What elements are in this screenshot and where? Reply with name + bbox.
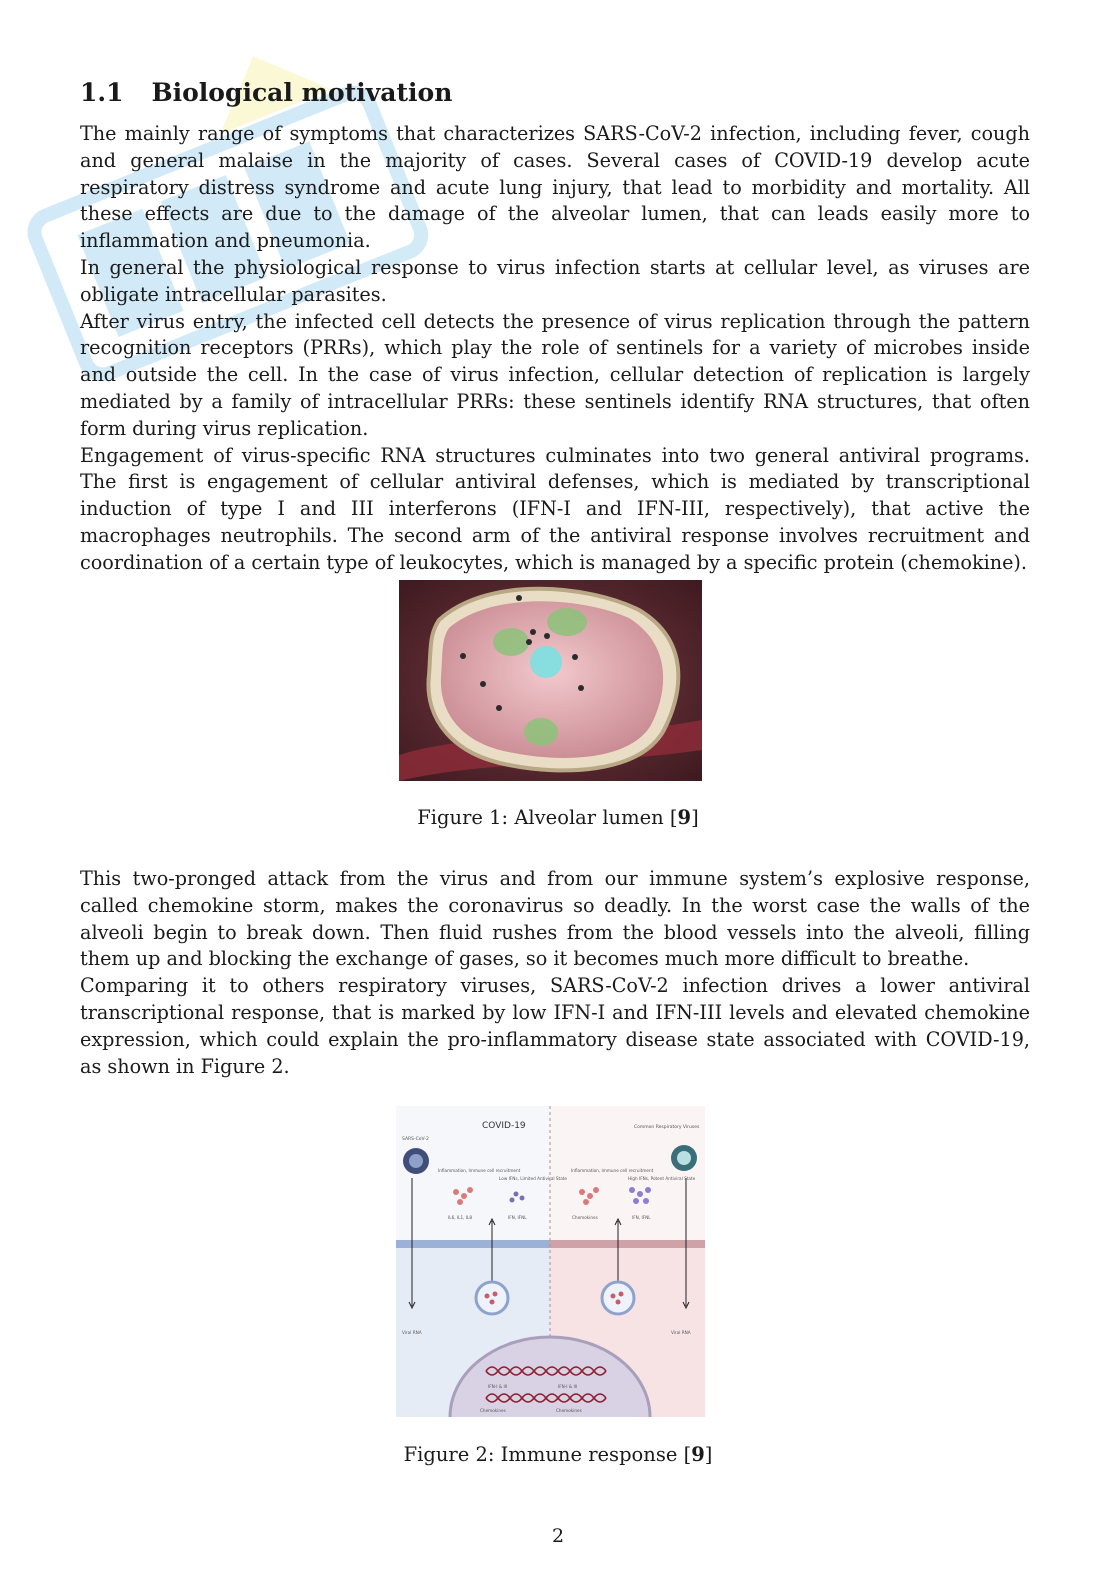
- citation-ref: 9: [691, 1443, 705, 1466]
- label-right-mol2: IFN, IFNL: [632, 1215, 651, 1220]
- section-title: Biological motivation: [151, 78, 453, 107]
- paragraph: The mainly range of symptoms that characterizes SARS-CoV-2 infection, including fever, cough and general malaise in the majority of cases. Several cases of COVID-19 develop acute respiratory distress syndrome and acute lung injury, that lead to morbidity and mortality. All these effects are due to the damage of the alveolar lumen, that can leads easily more to inflammation and pneumonia.: [80, 122, 1030, 253]
- label-sars: SARS-CoV-2: [402, 1137, 429, 1142]
- paragraph: Comparing it to others respiratory viruses, SARS-CoV-2 infection drives a lower antiviral transcriptional response, that is marked by low IFN-I and IFN-III levels and elevated chemokine expression, which could explain the pro-inflammatory disease state associated with COVID-19, as shown in Figure 2.: [80, 974, 1030, 1078]
- caption-text: Alveolar lumen: [514, 806, 664, 829]
- label-ifn-left: IFN-I & III: [488, 1384, 508, 1389]
- page-number: 2: [551, 1525, 565, 1547]
- label-right-state2: High IFNs, Potent Antiviral State: [628, 1176, 696, 1181]
- figure-1-caption: Figure 1: Alveolar lumen [9]: [417, 806, 699, 829]
- label-chemokines-left: Chemokines: [480, 1408, 506, 1413]
- label-viral-rna-right: Viral RNA: [671, 1330, 691, 1335]
- paragraph: After virus entry, the infected cell detects the presence of virus replication through the pattern recognition receptors (PRRs), which play the role of sentinels for a variety of microbes inside and outside the cell. In the case of virus infection, cellular detection of replication is largely mediated by a family of intracellular PRRs: these sentinels identify RNA structures, that often form during virus replication.: [80, 309, 1030, 440]
- label-left-state1: Inflammation, Immune cell recruitment: [438, 1168, 521, 1173]
- caption-text: Immune response: [500, 1443, 678, 1466]
- label-right-state1: Inflammation, Immune cell recruitment: [571, 1168, 654, 1173]
- label-left-mol2: IFN, IFNL: [508, 1215, 527, 1220]
- figure-2-caption: Figure 2: Immune response [9]: [403, 1443, 713, 1466]
- label-viral-rna-left: Viral RNA: [402, 1330, 422, 1335]
- page-content-bottom: [80, 866, 1030, 1080]
- label-covid: COVID-19: [482, 1121, 526, 1131]
- citation-ref: 9: [677, 806, 692, 829]
- caption-prefix: Figure 1:: [417, 806, 509, 829]
- label-left-state2: Low IFNs, Limited Antiviral State: [499, 1176, 567, 1181]
- label-common: Common Respiratory Viruses: [634, 1125, 700, 1130]
- label-ifn-right: IFN-I & III: [558, 1384, 578, 1389]
- paragraph: In general the physiological response to virus infection starts at cellular level, as viruses are obligate intracellular parasites.: [80, 255, 1030, 306]
- caption-prefix: Figure 2:: [403, 1443, 495, 1466]
- section-heading: [80, 78, 1030, 107]
- paragraph: Engagement of virus-specific RNA structures culminates into two general antiviral programs. The first is engagement of cellular antiviral defenses, which is mediated by transcriptional induction of type I and III interferons (IFN-I and IFN-III, respectively), that active the macrophages neutrophils. The second arm of the antiviral response involves recruitment and coordination of a certain type of leukocytes, which is managed by a specific protein (chemokine).: [80, 443, 1030, 574]
- label-left-mol1: IL6, IL1, IL8: [448, 1215, 473, 1220]
- figure-1-image: [399, 580, 702, 781]
- page-content: [80, 70, 1030, 577]
- label-chemokines-right: Chemokines: [556, 1408, 582, 1413]
- figure-2-image: [396, 1106, 705, 1417]
- label-right-mol1: Chemokines: [572, 1215, 598, 1220]
- paragraph: This two-pronged attack from the virus and from our immune system’s explosive response, called chemokine storm, makes the coronavirus so deadly. In the worst case the walls of the alveoli begin to break down. Then fluid rushes from the blood vessels into the alveoli, filling them up and blocking the exchange of gases, so it becomes much more difficult to breathe.: [80, 867, 1030, 971]
- section-number: 1.1: [80, 78, 124, 107]
